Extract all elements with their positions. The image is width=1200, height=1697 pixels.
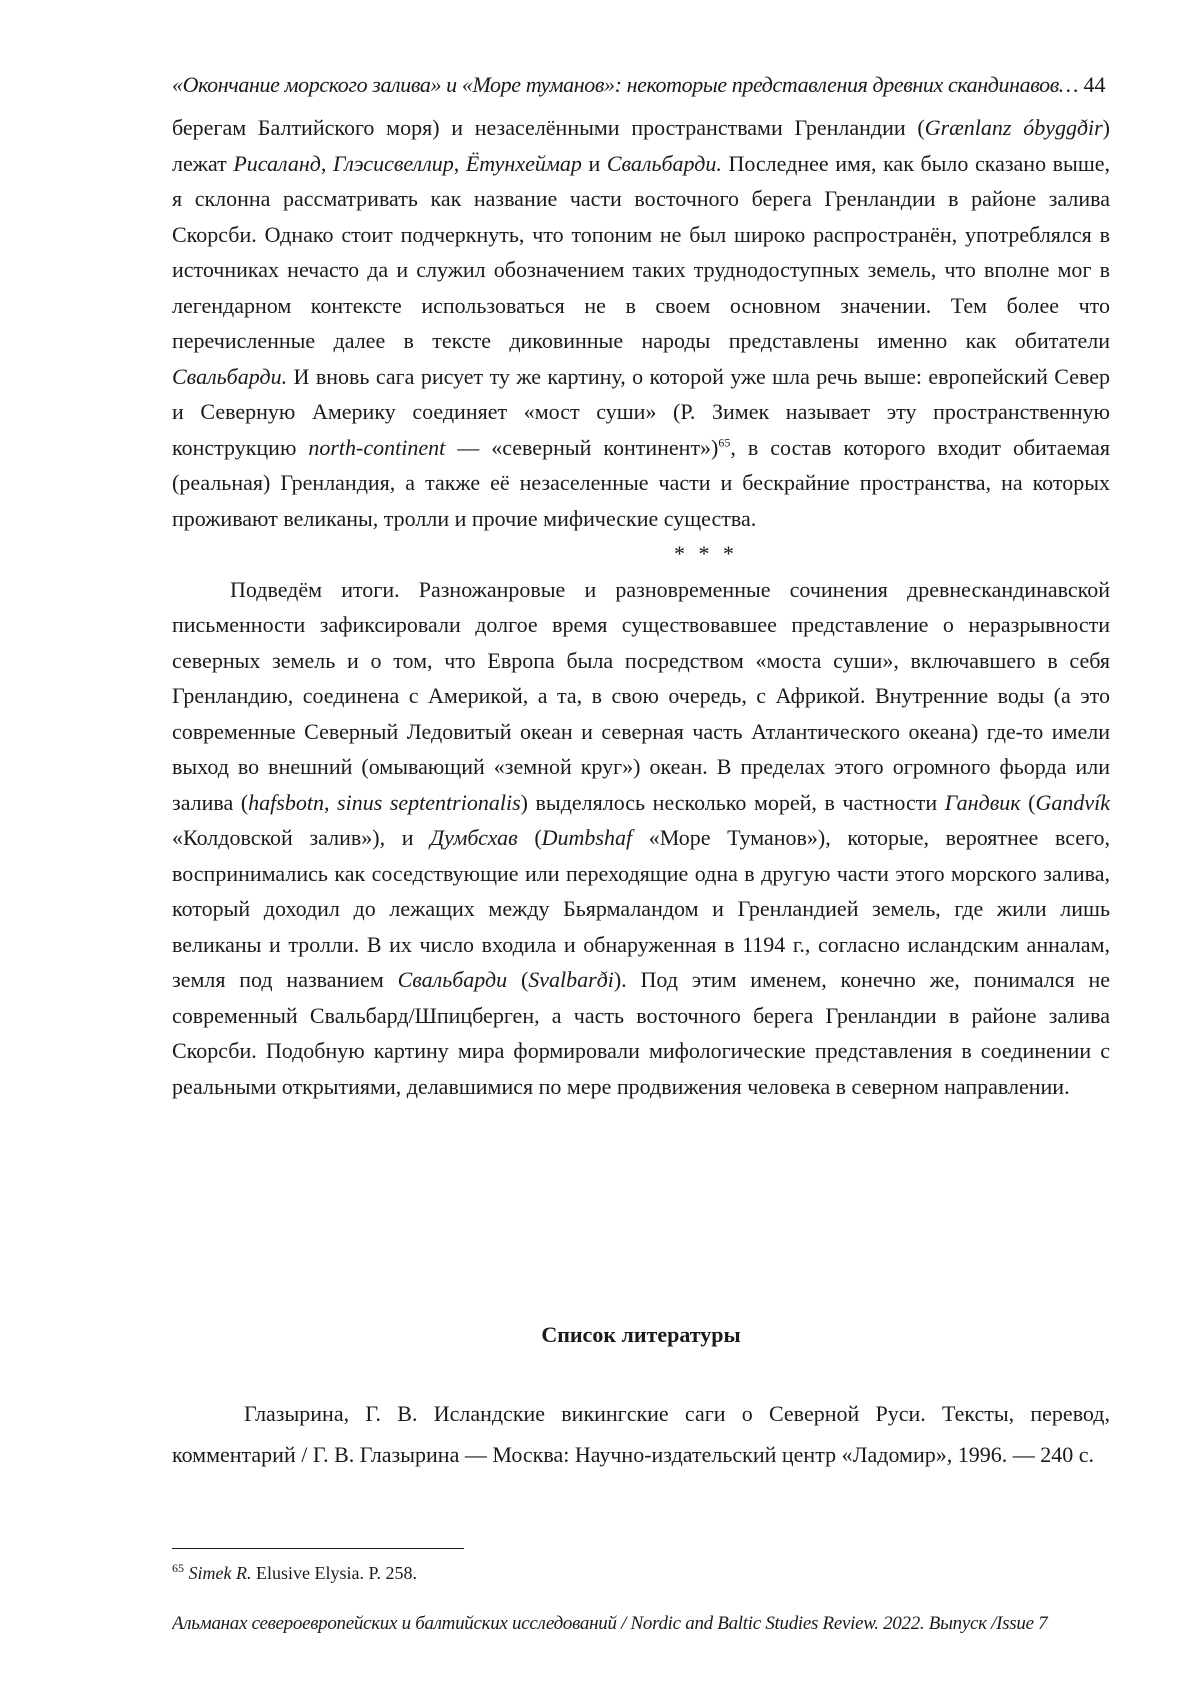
page-number: 44	[1084, 72, 1106, 97]
italic-term: hafsbotn	[248, 790, 324, 815]
italic-term: Свальбарди	[398, 967, 508, 992]
text-run: и	[582, 151, 607, 176]
paragraph-continued	[172, 110, 1110, 536]
text-run: «Колдовской залив»), и	[172, 825, 430, 850]
text-run: берегам Балтийского моря) и незаселёнными пространствами Гренландии (	[172, 115, 925, 140]
text-run: (	[1021, 790, 1036, 815]
italic-term: Gandvík	[1035, 790, 1110, 815]
footnote-text: Elusive Elysia. P. 258.	[251, 1563, 417, 1583]
text-run: (	[507, 967, 528, 992]
italic-term: Ётунхеймар	[466, 151, 582, 176]
running-head-title: «Окончание морского залива» и «Море туманов»: некоторые представления древних скандинавов…	[172, 72, 1078, 97]
text-run: Подведём итоги. Разножанровые и разновременные сочинения древнескандинавской письменности зафиксировали долгое время существовавшее представление о неразрывности северных земель и о том, что Европа была посредством «моста суши», включавшего в себя Гренландию, соединена с Америкой, а та, в свою очередь, с Африкой. Внутренние воды (а это современные Северный Ледовитый океан и северная часть Атлантического океана) где-то имели выход во внешний (омывающий «земной круг») океан. В пределах этого огромного фьорда или залива (	[172, 577, 1110, 815]
references-heading: Список литературы	[172, 1318, 1110, 1352]
text-run: (	[518, 825, 542, 850]
footnote-reference[interactable]: 65	[718, 435, 730, 449]
footnote-author: Simek R.	[189, 1563, 252, 1583]
italic-term: Рисаланд	[233, 151, 321, 176]
footnote-divider	[172, 1548, 464, 1549]
reference-entry: Глазырина, Г. В. Исландские викингские саги о Северной Руси. Тексты, перевод, комментарий / Г. В. Глазырина — Москва: Научно-издательский центр «Ладомир», 1996. — 240 с.	[172, 1393, 1110, 1475]
text-run: «Море Туманов»), которые, вероятнее всего, воспринимались как соседствующие или переходящие одна в другую части этого морского залива, который доходил до лежащих между Бьярмаландом и Гренландией земель, где жили лишь великаны и тролли. В их число входила и обнаруженная в 1194 г., согласно исландским анналам, земля под названием	[172, 825, 1110, 992]
italic-term: Думбсхав	[430, 825, 518, 850]
text-run: И вновь сага рисует ту же картину, о которой уже шла речь выше: европейский Север и Северную Америку соединяет «мост суши» (Р. Зимек называет эту пространственную конструкцию	[172, 364, 1110, 460]
italic-term: Dumbshaf	[542, 825, 632, 850]
text-run: ) выделялось несколько морей, в частности	[521, 790, 945, 815]
section-separator: * * *	[172, 536, 1110, 572]
text-run: Последнее имя, как было сказано выше, я склонна рассматривать как название части восточного берега Гренландии в районе залива Скорсби. Однако стоит подчеркнуть, что топоним не был широко распространён, употреблялся в источниках нечасто да и служил обозначением таких труднодоступных земель, что вполне мог в легендарном контексте использоваться не в своем основном значении. Тем более что перечисленные далее в тексте диковинные народы представлены именно как обитатели	[172, 151, 1110, 354]
italic-term: Grænlanz óbyggðir	[925, 115, 1103, 140]
text-run: ,	[454, 151, 466, 176]
text-run: ,	[321, 151, 333, 176]
italic-term: north-continent	[308, 435, 445, 460]
running-footer: Альманах североевропейских и балтийских исследований / Nordic and Baltic Studies Review. 2022. Выпуск /Issue 7	[172, 1608, 1108, 1640]
text-run: — «северный континент»)	[445, 435, 718, 460]
text-run: , в состав которого входит обитаемая (реальная) Гренландия, а также её незаселенные части и бескрайние пространства, на которых проживают великаны, тролли и прочие мифические существа.	[172, 435, 1110, 531]
footnote-number: 65	[172, 1561, 184, 1575]
italic-term: Свальбарди.	[607, 151, 722, 176]
footnote	[172, 1560, 1110, 1586]
italic-term: Svalbarði	[528, 967, 614, 992]
italic-term: Гандвик	[945, 790, 1021, 815]
text-run: ). Под этим именем, конечно же, понимался не современный Свальбард/Шпицберген, а часть восточного берега Гренландии в районе залива Скорсби. Подобную картину мира формировали мифологические представления в соединении с реальными открытиями, делавшимися по мере продвижения человека в северном направлении.	[172, 967, 1110, 1099]
italic-term: sinus septentrionalis	[337, 790, 521, 815]
italic-term: Свальбарди.	[172, 364, 287, 389]
main-text	[172, 110, 1110, 1104]
italic-term: Глэсисвеллир	[333, 151, 454, 176]
text-run: ,	[324, 790, 337, 815]
text-run: ) лежат	[172, 115, 1110, 176]
running-head	[172, 68, 1108, 102]
paragraph-conclusion	[172, 572, 1110, 1105]
